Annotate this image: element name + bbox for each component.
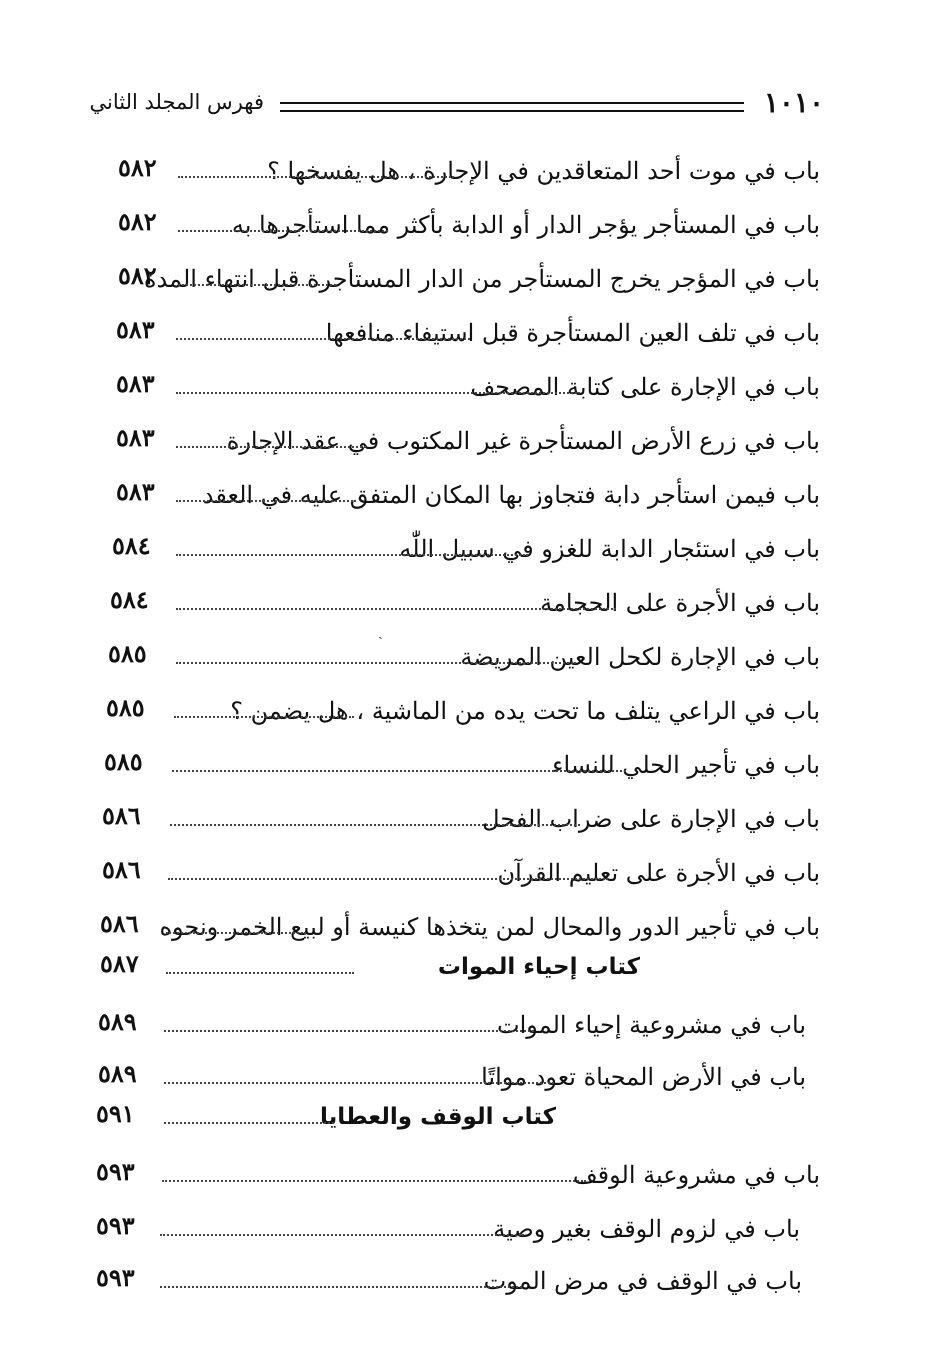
toc-entry [96,1152,820,1192]
entry-page-number: ٥٨٩ [98,1007,137,1036]
dot-leader [174,716,354,718]
entry-title: باب في مشروعية إحياء الموات [497,1011,806,1040]
entry-page-number: ٥٨٣ [116,315,155,344]
entry-title: باب في موت أحد المتعاقدين في الإجارة ، هل يفسخها ؟ [267,157,820,186]
entry-title: باب في استئجار الدابة للغزو في سبيل اللّٰه [399,535,820,564]
entry-page-number: ٥٨٧ [100,949,139,978]
entry-title: باب في تأجير الدور والمحال لمن يتخذها كنيسة أو لبيع الخمر ونحوه [159,913,820,942]
toc-chapter-heading [100,944,820,984]
toc-entry [100,418,820,458]
header-title: فهرس المجلد الثاني [89,90,264,114]
header-page-number: ١٠١٠ [763,86,824,119]
entry-page-number: ٥٨٢ [118,261,157,290]
entry-page-number: ٥٨٦ [102,801,141,830]
dot-leader [178,176,454,178]
entry-page-number: ٥٨٣ [116,423,155,452]
toc-entry [100,202,820,242]
dot-leader [170,824,580,826]
entry-title: باب في الأجرة على تعليم القرآن [497,859,820,888]
toc-entry [100,580,820,620]
toc-entry [100,850,820,890]
entry-page-number: ٥٨٣ [116,369,155,398]
dot-leader [162,1180,586,1182]
dot-leader [178,284,336,286]
entry-title: باب في زرع الأرض المستأجرة غير المكتوب في عقد الإجارة [226,427,820,456]
entry-page-number: ٥٨٢ [118,153,157,182]
entry-page-number: ٥٨٤ [112,531,151,560]
entry-title: باب في الإجارة لكحل العين المريضة [460,643,820,672]
toc-entry [100,148,820,188]
entry-page-number: ٥٨٤ [110,585,149,614]
toc-entry [100,1054,820,1094]
entry-title: باب في الأجرة على الحجامة [540,589,820,618]
entry-title: باب في تأجير الحلي للنساء [552,751,820,780]
dot-leader [176,338,470,340]
entry-title: باب في مشروعية الوقف [572,1161,820,1190]
toc-entry [96,1206,820,1246]
dot-leader [176,662,576,664]
toc-entry [100,1002,820,1042]
entry-title: باب في لزوم الوقف بغير وصية [493,1215,800,1244]
entry-title: باب في الإجارة على ضراب الفحل [482,805,820,834]
toc-entry [100,904,820,944]
dot-leader [160,1286,522,1288]
toc-entry [100,364,820,404]
dot-leader [178,230,388,232]
entry-title: باب في الوقف في مرض الموت [483,1267,802,1296]
entry-page-number: ٥٨٥ [104,747,143,776]
toc-entry [100,634,820,674]
dot-leader [166,932,306,934]
chapter-heading-title: كتاب إحياء الموات [437,954,640,981]
toc-entry [100,256,820,296]
dot-leader [166,972,354,974]
entry-page-number: ٥٩٣ [96,1263,135,1292]
header-double-rule [280,102,744,112]
entry-page-number: ٥٨٩ [98,1059,137,1088]
toc-entry [100,472,820,512]
entry-page-number: ٥٨٦ [100,909,139,938]
dot-leader [160,1234,524,1236]
dot-leader [176,554,528,556]
toc-entry [100,310,820,350]
entry-title: باب في الراعي يتلف ما تحت يده من الماشية ، هل يضمن ؟ [230,697,820,726]
dot-leader [164,1030,534,1032]
entry-page-number: ٥٨٥ [106,693,145,722]
dot-leader [176,500,356,502]
dot-leader [176,446,366,448]
entry-page-number: ٥٨٢ [118,207,157,236]
dot-leader [176,608,616,610]
toc-entry [96,1258,820,1298]
entry-title: باب في الإجارة على كتابة المصحف [470,373,820,402]
entry-page-number: ٥٩١ [96,1099,135,1128]
toc-entry [100,796,820,836]
entry-page-number: ٥٨٥ [108,639,147,668]
dot-leader [164,1082,554,1084]
toc-entry [100,742,820,782]
entry-title: باب في تلف العين المستأجرة قبل استيفاء منافعها [325,319,820,348]
toc-entry [100,688,820,728]
toc-entry [100,526,820,566]
stray-ink-mark: ˎ [378,624,383,640]
toc-chapter-heading [96,1094,820,1134]
chapter-heading-title: كتاب الوقف والعطايا [319,1104,556,1131]
page-header [89,86,824,128]
entry-page-number: ٥٨٣ [116,477,155,506]
dot-leader [176,392,580,394]
dot-leader [172,770,626,772]
entry-title: باب في المؤجر يخرج المستأجر من الدار المستأجرة قبل انتهاء المدة [143,265,820,294]
entry-page-number: ٥٨٦ [102,855,141,884]
entry-title: باب في المستأجر يؤجر الدار أو الدابة بأكثر مما استأجرها به [231,211,820,240]
dot-leader [164,1122,334,1124]
entry-title: باب فيمن استأجر دابة فتجاوز بها المكان المتفق عليه في العقد [202,481,820,510]
entry-page-number: ٥٩٣ [96,1157,135,1186]
dot-leader [168,878,608,880]
entry-title: باب في الأرض المحياة تعود مواتًا [481,1063,806,1092]
entry-page-number: ٥٩٣ [96,1211,135,1240]
